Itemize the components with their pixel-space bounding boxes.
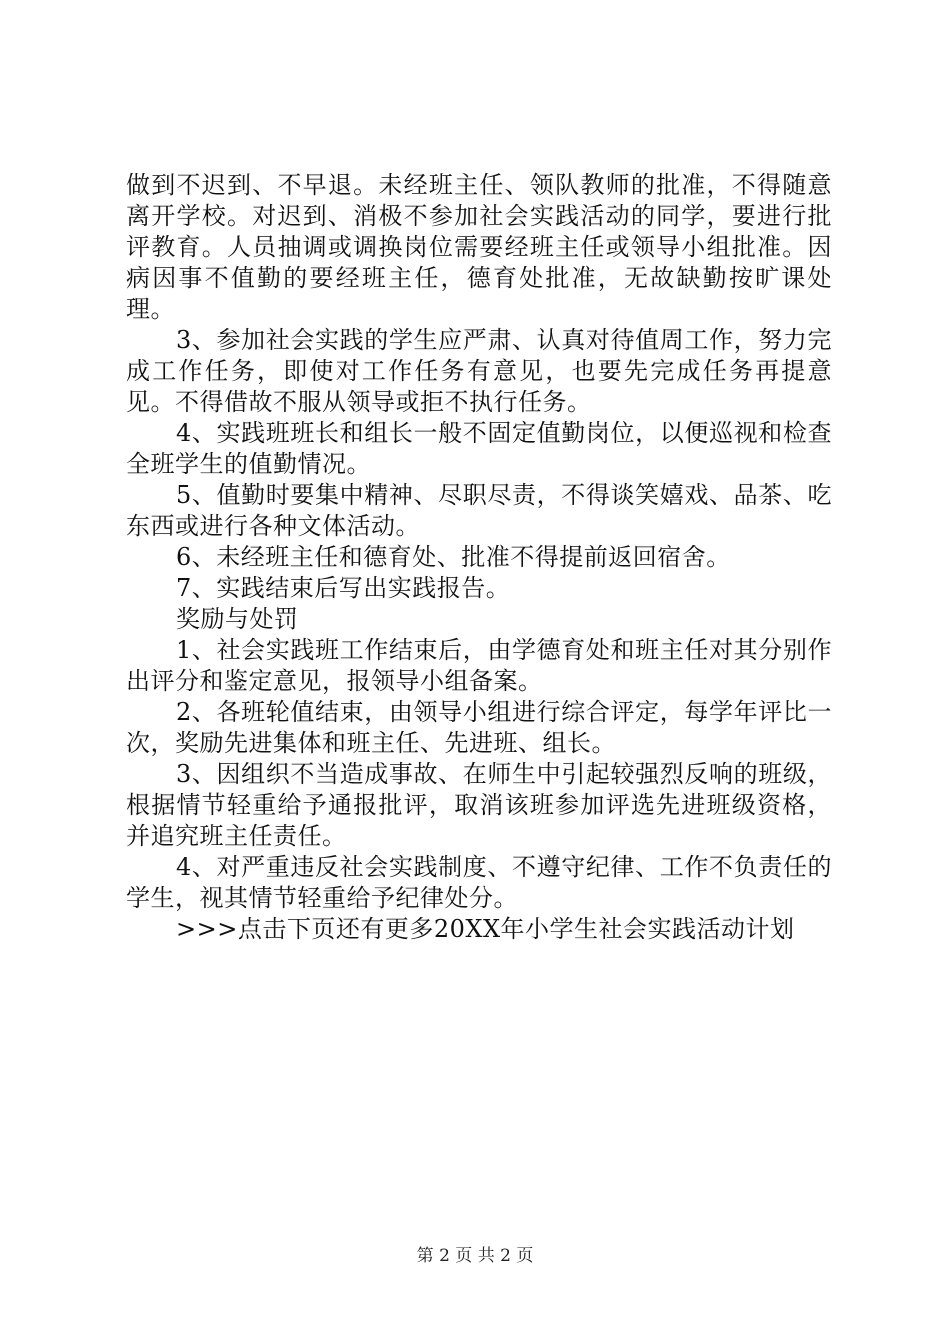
next-page-link[interactable]: >>>点击下页还有更多20XX年小学生社会实践活动计划 <box>176 915 795 943</box>
paragraph: 4、实践班班长和组长一般不固定值勤岗位，以便巡视和检查全班学生的值勤情况。 <box>126 419 832 478</box>
paragraph: 7、实践结束后写出实践报告。 <box>176 574 511 602</box>
paragraph: 5、值勤时要集中精神、尽职尽责，不得谈笑嬉戏、品茶、吃东西或进行各种文体活动。 <box>126 481 832 540</box>
paragraph: 3、因组织不当造成事故、在师生中引起较强烈反响的班级，根据情节轻重给予通报批评，取消该班参加评选先进班级资格，并追究班主任责任。 <box>126 760 832 850</box>
paragraph: 4、对严重违反社会实践制度、不遵守纪律、工作不负责任的学生，视其情节轻重给予纪律处分。 <box>126 853 832 912</box>
section-heading: 奖励与处罚 <box>176 605 299 633</box>
paragraph: 6、未经班主任和德育处、批准不得提前返回宿舍。 <box>176 543 731 571</box>
paragraph: 2、各班轮值结束，由领导小组进行综合评定，每学年评比一次，奖励先进集体和班主任、先进班、组长。 <box>126 698 832 757</box>
paragraph: 1、社会实践班工作结束后，由学德育处和班主任对其分别作出评分和鉴定意见，报领导小组备案。 <box>126 636 832 695</box>
page-number-footer: 第 2 页 共 2 页 <box>416 1246 534 1266</box>
paragraph: 3、参加社会实践的学生应严肃、认真对待值周工作，努力完成工作任务，即使对工作任务有意见，也要先完成任务再提意见。不得借故不服从领导或拒不执行任务。 <box>126 326 832 416</box>
document-body <box>126 170 832 945</box>
paragraph: 做到不迟到、不早退。未经班主任、领队教师的批准，不得随意离开学校。对迟到、消极不参加社会实践活动的同学，要进行批评教育。人员抽调或调换岗位需要经班主任或领导小组批准。因病因事不值勤的要经班主任，德育处批准，无故缺勤按旷课处理。 <box>126 171 832 323</box>
